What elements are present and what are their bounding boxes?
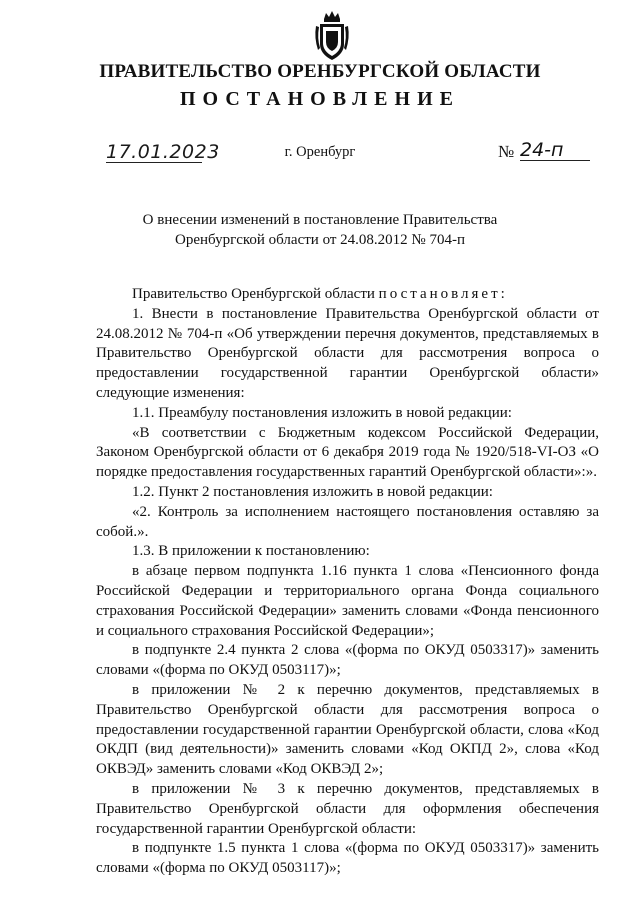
body-paragraph: 1.3. В приложении к постановлению: [132, 543, 370, 560]
body-paragraph: 1. Внести в постановление Правительства Оренбургской области от 24.08.2012 № 704-п «Об утверждении перечня документов, представляемых в Правительство Оренбургской области для рассмотрения вопроса о предоставлении государственной гарантии Оренбургской области» следующие изменения: [96, 305, 599, 401]
body-paragraph: 1.1. Преамбулу постановления изложить в новой редакции: [132, 404, 512, 421]
body-paragraph: «В соответствии с Бюджетным кодексом Российской Федерации, Законом Оренбургской области от 6 декабря 2019 года № 1920/518-VI-ОЗ «О порядке предоставления государственных гарантий Оренбургской области»:». [96, 424, 599, 481]
coat-of-arms-icon [314, 10, 350, 62]
body-paragraph: в приложении № 3 к перечню документов, представляемых в Правительство Оренбургской области для оформления обеспечения государственной гарантии Оренбургской области: [96, 780, 599, 837]
body-paragraph: «2. Контроль за исполнением настоящего постановления оставляю за собой.». [96, 503, 599, 540]
body-paragraph: в подпункте 1.5 пункта 1 слова «(форма по ОКУД 0503317)» заменить словами «(форма по ОКУД 0503117)»; [96, 840, 599, 877]
body-paragraph: в абзаце первом подпункта 1.16 пункта 1 слова «Пенсионного фонда Российской Федерации и территориального органа Фонда социального страхования Российской Федерации» заменить словами «Фонда пенсионного и социального страхования Российской Федерации»; [96, 563, 599, 639]
intro-prefix: Правительство Оренбургской области [132, 286, 379, 302]
intro-paragraph [96, 285, 599, 305]
document-number: 24-п [520, 140, 590, 161]
body-paragraph: в приложении № 2 к перечню документов, представляемых в Правительство Оренбургской области для рассмотрения вопроса о предоставлении государственной гарантии Оренбургской области, слова «Код ОКДП (вид деятельности)» заменить словами «Код ОКПД 2», слова «Код ОКВЭД» заменить словами «Код ОКВЭД 2»; [96, 681, 599, 778]
document-body [96, 285, 599, 879]
document-date: 17.01.2023 [106, 141, 220, 163]
document-subject [0, 210, 640, 250]
intro-verb: постановляет: [378, 286, 508, 302]
organization-title: ПРАВИТЕЛЬСТВО ОРЕНБУРГСКОЙ ОБЛАСТИ [99, 61, 541, 82]
number-label: № [498, 142, 515, 161]
document-type-title: ПОСТАНОВЛЕНИЕ [180, 88, 460, 110]
body-paragraph: в подпункте 2.4 пункта 2 слова «(форма по ОКУД 0503317)» заменить словами «(форма по ОКУД 0503117)»; [96, 642, 599, 679]
body-paragraph: 1.2. Пункт 2 постановления изложить в новой редакции: [132, 483, 493, 500]
subject-line: Оренбургской области от 24.08.2012 № 704-п [174, 232, 466, 248]
document-city: г. Оренбург [284, 144, 356, 160]
subject-line: О внесении изменений в постановление Правительства [142, 212, 498, 228]
